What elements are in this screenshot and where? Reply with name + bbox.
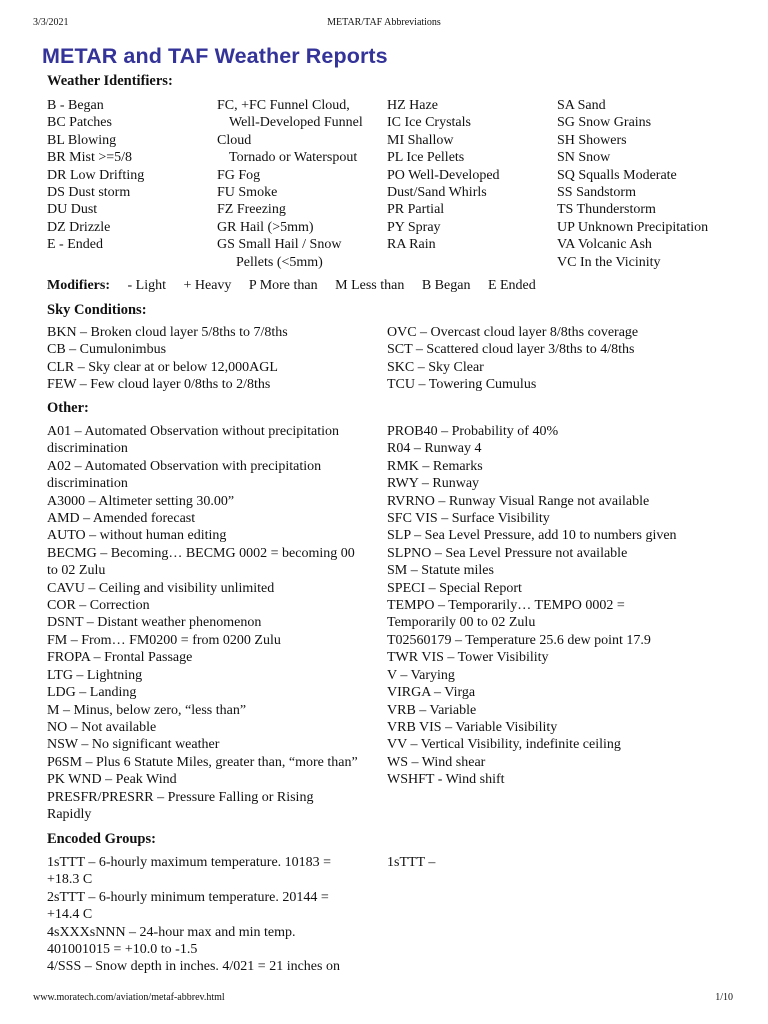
list-item: A02 – Automated Observation with precipitation	[47, 458, 322, 474]
list-item: DU Dust	[47, 202, 98, 218]
weather-identifiers-col1	[47, 97, 144, 254]
list-item: TS Thunderstorm	[557, 202, 656, 218]
sky-conditions-left	[47, 324, 288, 394]
list-item: RVRNO – Runway Visual Range not available	[387, 493, 650, 509]
weather-identifiers-col4	[557, 97, 708, 271]
list-item: Rapidly	[47, 806, 92, 822]
list-item: BL Blowing	[47, 132, 117, 148]
list-item: VIRGA – Virga	[387, 685, 476, 701]
list-item: WSHFT - Wind shift	[387, 772, 505, 788]
footer-url: www.moratech.com/aviation/metaf-abbrev.html	[33, 992, 225, 1003]
print-title: METAR/TAF Abbreviations	[327, 17, 441, 28]
list-item: +14.4 C	[47, 907, 93, 923]
print-footer	[0, 992, 768, 1006]
sky-conditions-heading: Sky Conditions:	[47, 302, 147, 318]
list-item: A01 – Automated Observation without precipitation	[47, 424, 340, 439]
list-item: Tornado or Waterspout	[229, 150, 358, 166]
list-item: SLPNO – Sea Level Pressure not available	[387, 545, 628, 561]
other-left	[47, 423, 358, 823]
list-item: VRB – Variable	[387, 702, 477, 718]
list-item: RMK – Remarks	[387, 458, 483, 474]
list-item: AMD – Amended forecast	[47, 511, 196, 527]
list-item: BECMG – Becoming… BECMG 0002 = becoming 00	[47, 545, 355, 561]
list-item: 4sXXXsNNN – 24-hour max and min temp.	[47, 924, 296, 940]
list-item: PK WND – Peak Wind	[47, 772, 177, 788]
list-item: OVC – Overcast cloud layer 8/8ths coverage	[387, 325, 639, 340]
list-item: discrimination	[47, 476, 128, 492]
list-item: SKC – Sky Clear	[387, 359, 484, 375]
list-item: TEMPO – Temporarily… TEMPO 0002 =	[387, 598, 625, 614]
list-item: SFC VIS – Surface Visibility	[387, 511, 550, 527]
list-item: Cloud	[217, 132, 252, 148]
list-item: VV – Vertical Visibility, indefinite ceiling	[387, 737, 621, 753]
list-item: AUTO – without human editing	[47, 528, 227, 544]
list-item: CLR – Sky clear at or below 12,000AGL	[47, 359, 278, 375]
list-item: +18.3 C	[47, 872, 93, 888]
list-item: WS – Wind shear	[387, 754, 486, 770]
list-item: IC Ice Crystals	[387, 115, 471, 131]
list-item: Dust/Sand Whirls	[387, 185, 487, 201]
weather-identifiers-heading: Weather Identifiers:	[47, 73, 173, 89]
list-item: GR Hail (>5mm)	[217, 219, 314, 235]
list-item: R04 – Runway 4	[387, 441, 482, 457]
list-item: discrimination	[47, 441, 128, 457]
modifier-item: B Began	[421, 278, 471, 293]
weather-identifiers-col2	[217, 97, 363, 271]
other-right	[387, 423, 677, 789]
list-item: BC Patches	[47, 115, 112, 131]
list-item: 1sTTT –	[387, 855, 436, 870]
list-item: RA Rain	[387, 237, 436, 253]
list-item: SG Snow Grains	[557, 115, 652, 131]
list-item: PO Well-Developed	[387, 167, 500, 183]
list-item: GS Small Hail / Snow	[217, 237, 342, 253]
list-item: CB – Cumulonimbus	[47, 342, 167, 358]
list-item: UP Unknown Precipitation	[557, 219, 709, 235]
list-item: BR Mist >=5/8	[47, 150, 133, 166]
list-item: NSW – No significant weather	[47, 737, 220, 753]
list-item: RWY – Runway	[387, 476, 480, 492]
print-date: 3/3/2021	[33, 17, 69, 28]
list-item: SH Showers	[557, 132, 627, 148]
sky-conditions-right	[387, 324, 638, 394]
list-item: FM – From… FM0200 = from 0200 Zulu	[47, 632, 281, 648]
weather-identifiers-col3	[387, 97, 500, 254]
list-item: DS Dust storm	[47, 185, 131, 201]
list-item: Well-Developed Funnel	[229, 115, 363, 131]
list-item: 401001015 = +10.0 to -1.5	[47, 942, 198, 958]
list-item: 1sTTT – 6-hourly maximum temperature. 10183 =	[47, 855, 332, 870]
page-number: 1/10	[715, 992, 733, 1003]
list-item: NO – Not available	[47, 719, 157, 735]
print-header	[0, 17, 768, 31]
list-item: Pellets (<5mm)	[236, 254, 323, 270]
list-item: 2sTTT – 6-hourly minimum temperature. 20144 =	[47, 889, 329, 905]
list-item: PRESFR/PRESRR – Pressure Falling or Rising	[47, 789, 314, 805]
list-item: M – Minus, below zero, “less than”	[47, 702, 247, 718]
list-item: SS Sandstorm	[557, 185, 636, 201]
list-item: B - Began	[47, 98, 104, 113]
list-item: T02560179 – Temperature 25.6 dew point 17.9	[387, 632, 651, 648]
list-item: FG Fog	[217, 167, 261, 183]
list-item: FEW – Few cloud layer 0/8ths to 2/8ths	[47, 377, 271, 393]
list-item: COR – Correction	[47, 598, 150, 614]
list-item: TWR VIS – Tower Visibility	[387, 650, 549, 666]
list-item: 4/SSS – Snow depth in inches. 4/021 = 21 inches on	[47, 959, 340, 975]
list-item: FU Smoke	[217, 185, 278, 201]
list-item: LDG – Landing	[47, 685, 137, 701]
list-item: HZ Haze	[387, 98, 438, 113]
list-item: Temporarily 00 to 02 Zulu	[387, 615, 536, 631]
list-item: DR Low Drifting	[47, 167, 145, 183]
list-item: PY Spray	[387, 219, 441, 235]
list-item: SLP – Sea Level Pressure, add 10 to numbers given	[387, 528, 677, 544]
list-item: E - Ended	[47, 237, 103, 253]
modifier-item: E Ended	[487, 278, 536, 293]
encoded-groups-right	[387, 854, 435, 871]
list-item: VA Volcanic Ash	[557, 237, 652, 253]
list-item: FC, +FC Funnel Cloud,	[217, 98, 350, 113]
list-item: FZ Freezing	[217, 202, 286, 218]
list-item: SPECI – Special Report	[387, 580, 522, 596]
list-item: VRB VIS – Variable Visibility	[387, 719, 558, 735]
list-item: FROPA – Frontal Passage	[47, 650, 193, 666]
list-item: DZ Drizzle	[47, 219, 111, 235]
list-item: SM – Statute miles	[387, 563, 494, 579]
list-item: SN Snow	[557, 150, 611, 166]
encoded-groups-left	[47, 854, 340, 976]
list-item: PL Ice Pellets	[387, 150, 465, 166]
list-item: BKN – Broken cloud layer 5/8ths to 7/8ths	[47, 325, 288, 340]
list-item: VC In the Vicinity	[557, 254, 661, 270]
list-item: P6SM – Plus 6 Statute Miles, greater than, “more than”	[47, 754, 358, 770]
modifiers-row	[47, 278, 550, 294]
modifier-item: - Light	[127, 278, 166, 293]
list-item: MI Shallow	[387, 132, 454, 148]
list-item: DSNT – Distant weather phenomenon	[47, 615, 262, 631]
modifier-item: M Less than	[335, 278, 405, 293]
list-item: LTG – Lightning	[47, 667, 143, 683]
list-item: V – Varying	[387, 667, 455, 683]
page-title: METAR and TAF Weather Reports	[42, 44, 388, 68]
list-item: A3000 – Altimeter setting 30.00”	[47, 493, 235, 509]
modifier-item: P More than	[248, 278, 318, 293]
modifier-item: + Heavy	[183, 278, 232, 293]
list-item: TCU – Towering Cumulus	[387, 377, 537, 393]
list-item: SA Sand	[557, 98, 606, 113]
list-item: to 02 Zulu	[47, 563, 106, 579]
list-item: SCT – Scattered cloud layer 3/8ths to 4/8ths	[387, 342, 635, 358]
list-item: CAVU – Ceiling and visibility unlimited	[47, 580, 275, 596]
other-heading: Other:	[47, 400, 89, 416]
modifiers-label: Modifiers:	[47, 278, 110, 293]
list-item: PROB40 – Probability of 40%	[387, 424, 559, 439]
list-item: PR Partial	[387, 202, 445, 218]
encoded-groups-heading: Encoded Groups:	[47, 831, 156, 847]
list-item: SQ Squalls Moderate	[557, 167, 677, 183]
